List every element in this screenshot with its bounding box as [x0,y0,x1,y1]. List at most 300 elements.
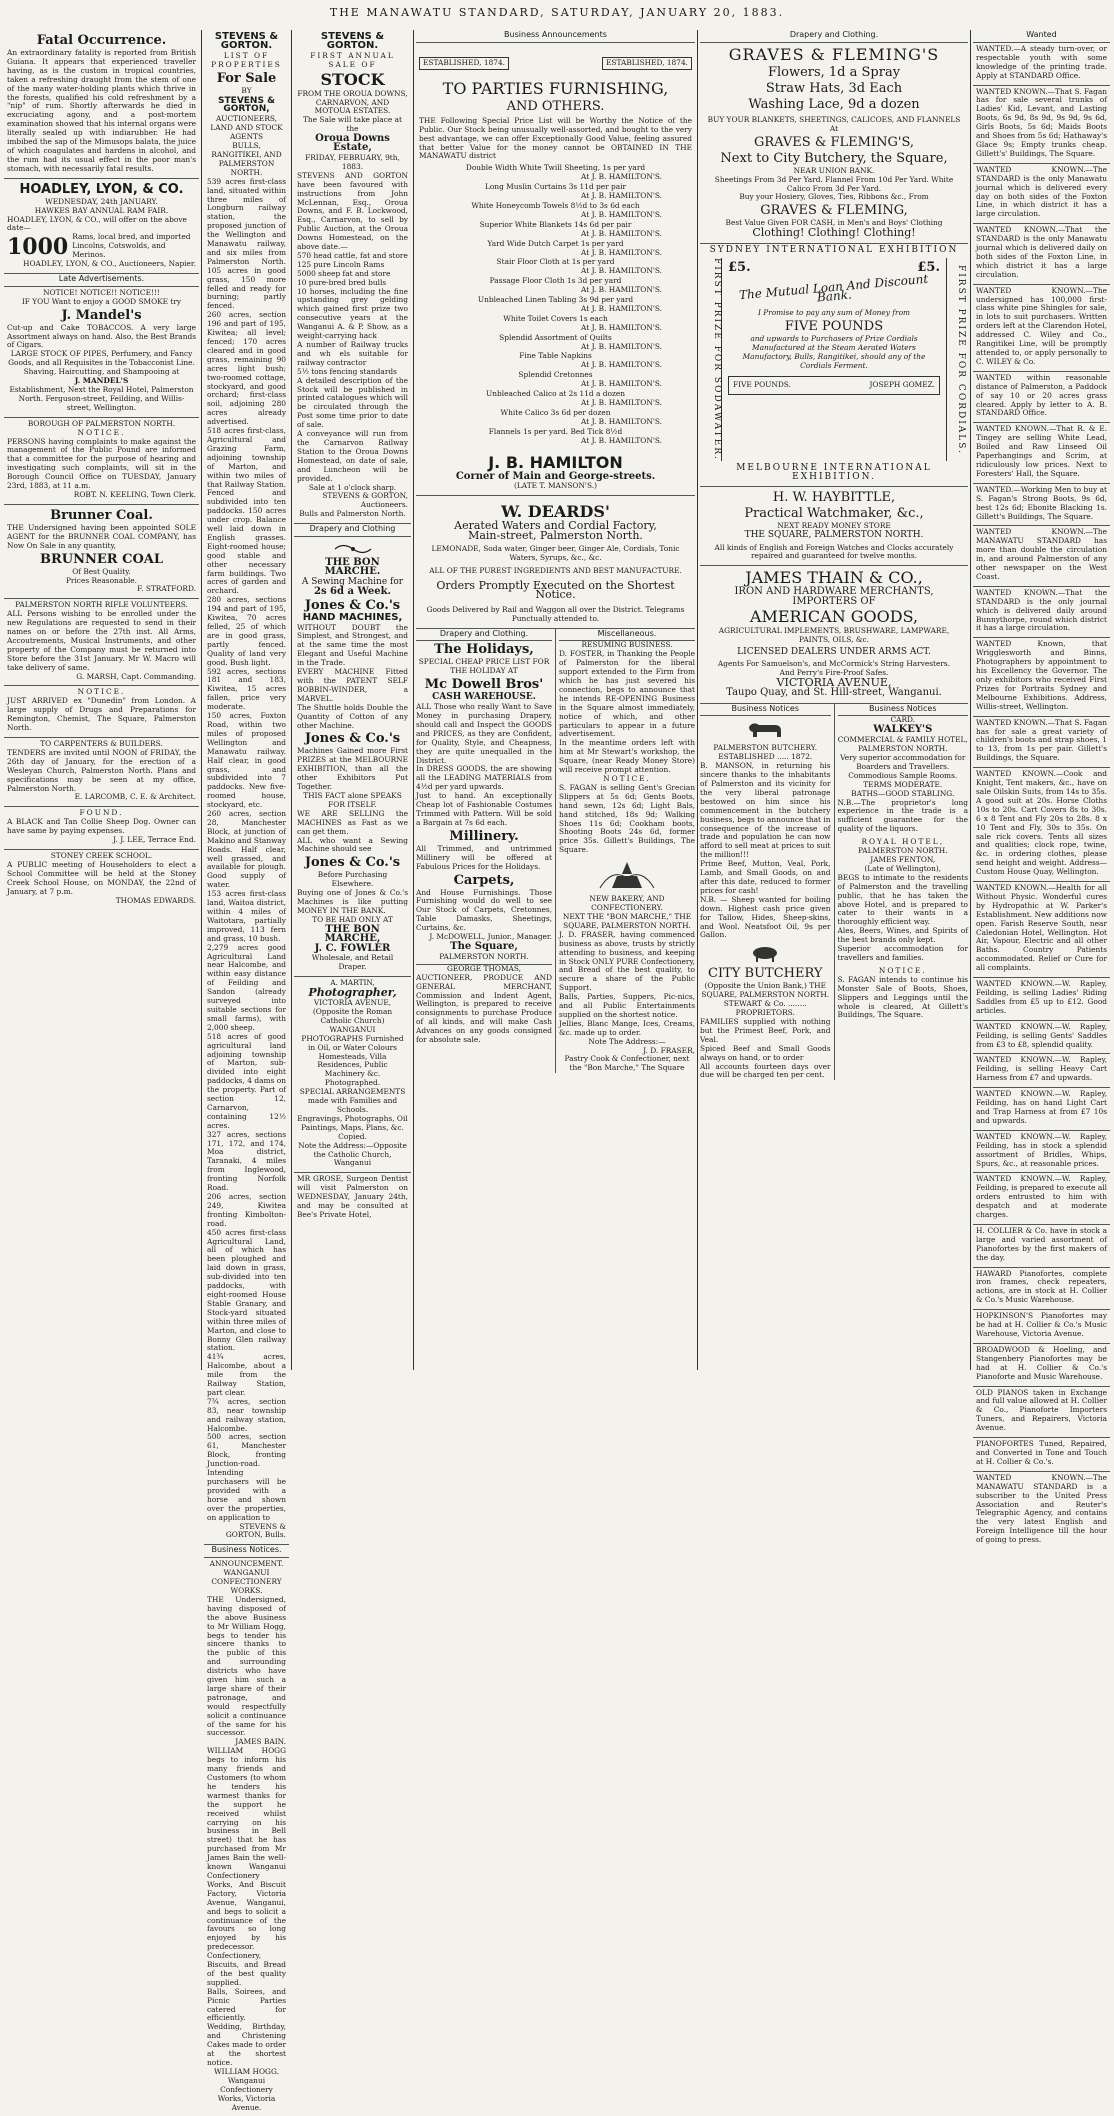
property-lot: 7¾ acres, section 83, near township and railway station, Halcombe. [207,1396,286,1433]
ad-vic: VICTORIA AVENUE, [313,998,392,1008]
ad-count: 1000 [7,233,69,260]
price-list-item [419,258,692,276]
property-lot: 450 acres first-class Agricultural Land, all of which has been ploughed and laid down in grass, sub-divided into ten paddocks, with eight-roomed House Stable Granary, and Stock-yard situated within three miles of Marton, and close to Bonny Glen railway station. [207,1227,286,1353]
hoadley-ad [4,179,199,274]
ad-city: CITY BUTCHERY [708,966,823,982]
ad-fagan: S. FAGAN intends to continue his Monster Sale of Boots, Shoes, Slippers and Leggings until the whole is cleared, At Gillett's Buildings, The Square. [837,974,968,1020]
ad-body: A BLACK and Tan Collie Sheep Dog. Owner can have same by paying expenses. [7,817,196,836]
ad-sign: J. J. LEE, Terrace End. [113,835,196,845]
ad-body: JUST ARRIVED ex "Dunedin" from London. A large supply of Drugs and Preparations for Remington, Chemist, The Square, Palmerston North. [7,696,196,733]
ad-melb: MELBOURNE INTERNATIONAL EXHIBITION. [736,462,932,482]
ad-title: TO CARPENTERS & BUILDERS. [40,739,163,748]
sub-column-right [555,629,695,1074]
ad-sign: J. McDOWELL, Junior., Manager. [429,932,552,942]
property-lot: 518 acres first-class, Agricultural and Grazing Farm, adjoining township of Marton, and within two miles of that Railway Station. Fenced and subdivided into ten paddocks. 150 acres under crop. Balance well laid down in English grasses. Eight-roomed house; good stable and other necessary farm buildings. Two acres of garden and orchard. [207,426,286,596]
side-right: FIRST PRIZE FOR CORDIALS. [946,258,965,461]
ad-list-title: LIST OF PROPERTIES [211,50,282,69]
ad-body: TENDERS are invited until NOON of FRIDAY, the 26th day of January, for the erection of a Wesleyan Church, Palmerston North. Plans and specifications may be seen at my office, Palmerston North. [7,747,196,793]
ad-square: The Square, [450,940,518,952]
stock-sale-ad [294,30,411,524]
ad-firm: STEVENS & GORTON. [320,31,385,51]
column-4 [416,30,695,1370]
ad-closing: Intending purchasers will be provided with a horse and shown over the properties, on application to [207,1468,286,1522]
ad-time: Sale at 1 o'clock sharp. [308,482,397,492]
masthead: THE MANAWATU STANDARD, SATURDAY, JANUARY 20, 1883. [329,6,785,19]
ad-thain: JAMES THAIN & CO., [745,568,923,588]
wanted-item: WANTED KNOWN.—The MANAWATU STANDARD has more than double the circulation in, and around Palmerston of any other newspaper on the West Coast. [973,526,1110,586]
ad-address: Note The Address:— [588,1036,666,1046]
ad-mcd: Mc Dowell Bros' [424,677,544,693]
ad-pastry: Pastry Cook & Confectioner, next the "Bon Marche," The Square [564,1054,690,1073]
article-body: An extraordinary fatality is reported from British Guiana. It appears that experienced traveller having, as is the custom in tropical countries, taken a refreshing draught from the stem of one of the many water-holding plants which thrive in the forests, qualified his cold refreshment by a "nip" of rum. Shortly afterwards he died in excruciating agony, and a post-mortem examination showed that his internal organs were literally sealed up with indiarubber. He had imbibed the sap of the Mimusops balata, the juice of which coagulates and hardens in alcohol, and the rum had its usual effect in the poor man's stomach, with necessarily fatal results. [7,48,196,173]
remington-notice [4,686,199,738]
ad-prizes: Machines Gained more First PRIZES at the MELBOURNE EXHIBITION, than all the other Exhibitors Put Together. [297,746,408,792]
stock-item: A number of Railway trucks and wh els suitable for railway contractor [297,340,408,367]
rifle-volunteers-notice [4,599,199,686]
ad-body-2: A detailed description of the Stock will be published in printed catalogues which will be circulated through the Post some time prior to date of sale. [297,375,408,430]
ad-watch: Practical Watchmaker, &c., [744,505,924,521]
ad-pn3: PALMERSTON NORTH. [857,846,948,856]
ad-notice: NOTICE. [603,774,651,783]
ad-body: MR GROSE, Surgeon Dentist will visit Palmerston on WEDNESDAY, January 24th, and may be consulted at Bee's Private Hotel, [297,1174,408,1219]
ad-title: PALMERSTON NORTH RIFLE VOLUNTEERS. [15,600,188,610]
ad-sewing: A Sewing Machine for [301,576,404,587]
ornament-icon [333,542,373,556]
price-list-item [419,164,692,182]
ad-pn2: PALMERSTON NORTH. [857,744,948,754]
column-2 [204,30,289,2112]
ad-prime: Prime Beef, Mutton, Veal, Pork, Lamb, and Small Goods, on and after this date, reduced to former prices for cash! [700,859,831,895]
ad-next: NEXT THE "BON MARCHE," THE SQUARE, PALMERSTON NORTH. [562,911,692,930]
ad-sign: G. MARSH, Capt. Commanding. [76,671,196,681]
ad-had: TO BE HAD ONLY AT [312,914,393,924]
ad-rams: Rams, local bred, and imported Lincolns, Cotswolds, and Merinos. [72,232,191,260]
ad-address: Wanganui Confectionery Works, Victoria Avenue. [217,2075,276,2112]
section-header: Wanted [973,30,1110,43]
price-list-item [419,371,692,389]
pound-right: £5. [917,260,940,276]
price-list-item [419,221,692,239]
column-6 [973,30,1110,1545]
ad-sign-2: WILLIAM HOGG. [214,2066,279,2076]
ad-jbh: J. B. HAMILTON [488,452,623,472]
ad-begs: BEGS to intimate to the residents of Palmerston and the travelling public, that he has taken the above Hotel, and is prepared to cater to their wants in a thoroughly efficient way. [837,872,968,927]
ad-nb2: N.B.—The proprietor's long experience in the trade is a sufficient guarantee for the quality of the liquors. [837,797,968,834]
ad-sup: Very superior accommodation for Boarders and Travellers. [840,753,966,771]
ad-fowler: J. C. FOWLER [314,942,391,954]
ad-opp: (Opposite the Roman Catholic Church) [312,1007,393,1025]
wanted-item: WANTED KNOWN.—W. Rapley, Feilding, is selling Ladies' Riding Saddles from £5 up to £12. Good articles. [973,978,1110,1021]
ad-place: The Sale will take place at the [302,115,403,134]
wanted-list [973,43,1110,1549]
ad-sheet: Sheetings From 3d Per Yard. Flannel From 10d Per Yard. White Calico From 3d Per Yard. [714,174,954,193]
ad-card: CARD. [890,715,916,725]
property-lot: 206 acres, section 249, Kiwitea fronting Kimbolton-road. [207,1192,286,1228]
ad-straw: Straw Hats, 3d Each [765,80,903,96]
ad-fenton: JAMES FENTON, [870,855,936,865]
ad-by: BY [241,85,252,95]
wanted-item: WANTED KNOWN.—W. Rapley, Feilding, is selling Heavy Cart Harness from £7 and upwards. [973,1054,1110,1088]
section-header: Miscellaneous. [559,629,695,642]
ad-body-2: WILLIAM HOGG begs to inform his many friends and Customers (to whom he tenders his warmest thanks for the support he received whilst carrying on his business in Bell street) that he has purchased from Mr James Bain the well-known Wanganui Confectionery Works, And Biscuit Factory, Victoria Avenue, Wanganui, and begs to solicit a continuance of the favours so long enjoyed by his predecessor. [207,1746,286,1952]
ad-bon: THE BON MARCHE. [324,557,381,577]
ad-pipes: LARGE STOCK OF PIPES, Perfumery, and Fancy Goods, and all Requisites in the Tobacconist Line. [8,349,195,368]
ad-estate: Oroua Downs Estate, [315,133,390,154]
ad-goods: Goods Delivered by Rail and Waggon all over the District. Telegrams Punctually attended to. [426,604,685,623]
ad-best: Best Value Given FOR CASH, in Men's and Boys' Clothing [725,218,943,228]
ad-cakes: Wedding, Birthday, and Christening Cakes made to order at the shortest notice. [207,2022,286,2067]
stock-item: 570 head cattle, fat and store [297,250,408,260]
price-item-text: Unbleached Linen Tabling 3s 9d per yard [477,295,634,305]
ad-sign: J. D. FRASER, [643,1045,695,1055]
ad-dress: In DRESS GOODS, the are showing all the LEADING MATERIALS from 4½d per yard upwards. [416,764,552,792]
wanted-item: WANTED KNOWN.—The undersigned has 100,000 first-class white pine Shingles for sale, in lots to suit purchasers. Written orders left at the Clarendon Hotel, addressed C. Wiley and Co., Rangitikei Line, will be promptly attended to, or apply personally to C. WILEY & Co. [973,285,1110,372]
graves-fleming-ad [700,43,968,244]
dentist-ad [294,1173,411,1224]
price-list-item [419,240,692,258]
ad-victoria: VICTORIA AVENUE, [776,675,892,689]
ad-body: Cut-up and Cake TOBACCOS. A very large Assortment always on hand. Also, the Best Brands of Cigars. [7,322,196,350]
ad-baths: BATHS—GOOD STABLING. [851,788,955,798]
ad-notice: NOTICE. [878,965,927,975]
ad-quality: Of Best Quality. [72,566,131,576]
wanted-item: WANTED Known, that Wrigglesworth and Binns, Photographers by appointment to his Excellency the Governor. The only exhibitors who received First Prizes for Portraits Sydney and Melbourne Exhibitions. Address, Willis-street, Wellington. [973,638,1110,716]
ad-shuttle: The Shuttle holds Double the Quantity of Cotton of any other Machine. [297,702,408,730]
price-item-text: Splendid Cretonnes [518,370,593,380]
column-1 [4,30,199,1370]
ad-buying: Buying one of Jones & Co.'s Machines is like putting MONEY IN THE BANK. [297,888,408,915]
price-item-text: Superior White Blankets 14s 6d per pair [479,219,632,229]
price-item-text: Splendid Assortment of Quilts [499,332,612,342]
ad-first-sale: FIRST ANNUAL SALE OF [310,50,395,69]
ad-safes: And Perry's Fire-Proof Safes. [779,667,889,677]
ad-title: Brunner Coal. [50,507,153,523]
wanted-item: WANTED within reasonable distance of Palmerston, a Paddock of say 10 or 20 acres grass cleared. Apply by letter to A. B. STANDARD Office. [973,372,1110,424]
fatal-occurrence-article [4,30,199,179]
price-item-hamilton: At J. B. HAMILTON'S. [581,322,662,332]
price-list-item [419,296,692,314]
wanted-item: WANTED KNOWN.—That S. Fagan has for sale several trunks of Ladies' Kid, Levant, and Lasting Boots, 6s 9d, 8s 9d, 9s 9d, 9s 6d, Girls Boots, 5s 6d; Maids Boots and Shoes from 5s 6d; Hathaway's Glace 9s; Empty trunks cheap. Gillett's' Buildings, The Square. [973,86,1110,164]
ad-body: PERSONS having complaints to make against the management of the Public Pound are informed that a committee for the purpose of hearing and investigating such complaints, will sit in the Borough Council Office on TUESDAY, January 23rd, 1883, at 11 a.m. [7,436,196,491]
thain-ad [700,566,968,703]
wanted-item: WANTED KNOWN.—The MANAWATU STANDARD is a subscriber to the United Press Association and Reuter's Telegraphic Agency, and contains the very latest English and Foreign Intelligence till the hour of going to press. [976,1472,1107,1545]
cordials-ad [700,244,968,487]
ad-sq: THE SQUARE, PALMERSTON NORTH. [744,529,924,540]
ad-special: SPECIAL ARRANGEMENTS made with Families and Schools. [299,1087,406,1114]
hamilton-ad [416,43,695,496]
ad-sydney: SYDNEY INTERNATIONAL EXHIBITION [709,245,959,256]
ad-firm: STEVENS & GORTON. [214,31,279,51]
ad-and: and upwards to Purchasers of Prize Cordials Manufactured at the Steam Aerated Waters Manufactory, Bulls, Rangitikei, should any of the Cordials Ferment. [742,333,926,370]
ad-next: Next to City Butchery, the Square, [720,150,948,166]
ad-main: Main-street, Palmerston North. [468,529,643,543]
deards-ad [416,496,695,628]
ad-manson: B. MANSON, in returning his sincere thanks to the inhabitants of Palmerston and its vicinity for the very liberal patronage bestowed on him since his commencement in the butchery business, begs to announce that in consequence of the increase of trade and population he can now afford to sell meat at prices to suit the million!!! [700,761,831,860]
ad-spiced: Spiced Beef and Small Goods always on hand, or to order [700,1043,831,1062]
ad-address: Establishment, Next the Royal Hotel, Palmerston North. Ferguson-street, Feilding, and Willis-street, Wellington. [9,385,194,412]
wanted-item: WANTED KNOWN.—Health for all Without Physic. Wonderful cures by Hydropathic at W. Parker's Establishment. New additions now open. Farish Reserve South, near Caledonian Hotel, Wellington. Hot Air, Vapour, Electric and all other Baths. Country Patients accommodated. Relief or Cure for all complaints. [973,882,1110,978]
split-columns [416,629,695,1074]
ad-sale: HAWKES BAY ANNUAL RAM FAIR. [34,205,169,215]
ad-eng: Engravings, Photographs, Oil Paintings, Maps, Plans, &c. Copied. [297,1113,408,1141]
ad-big: BRUNNER COAL [39,551,164,567]
ad-shave: Shaving, Haircutting, and Shampooing at [23,367,180,377]
sub-column-left [700,704,834,1081]
ad-prices: Prices Reasonable. [65,575,138,585]
section-header: Late Advertisements. [4,274,199,287]
ad-carpets: Carpets, [453,872,515,888]
section-header: Business Notices [838,704,969,717]
ad-thomas-body: AUCTIONEER, PRODUCE AND GENERAL MERCHANT, Commission and Indent Agent, Wellington, is prepared to receive consignments to purchase Produce of all kinds, and will make Cash Advances on any goods consigned for absolute sale. [416,972,552,1045]
ad-walkey: WALKEY'S [873,724,933,736]
ad-pn: PALMERSTON NORTH. [439,951,529,961]
sub-column-right [834,704,969,1081]
column-rule [970,30,971,1370]
ad-at: At [829,123,839,133]
ad-taupo: Taupo Quay, and St. Hill-street, Wanganui. [726,686,942,698]
property-lot: 592 acres, sections 181 and 183, Kiwitea, 15 acres fallen, price very moderate. [207,666,286,712]
ad-title: HOADLEY, LYON, & CO. [19,181,184,197]
property-lot: 539 acres first-class land, situated within three miles of Longburn railway station, the proposed junction of the Wellington and Manawatu railway, and six miles from Palmerston North. 105 acres in good grass, 150 more felled and ready for burning; partly fenced. [207,176,286,311]
ad-buy2: Buy your Hosiery, Gloves, Ties, Ribbons &c., From [739,192,929,202]
property-lot: 327 acres, sections 171, 172, and 174, Moa district, Taranaki, 4 miles from Inglewood, fronting Norfolk Road. [207,1129,286,1193]
ad-date: WEDNESDAY, 24th JANUARY. [45,196,158,206]
ad-want: ALL who want a Sewing Machine should see [297,835,408,854]
ad-sign: STEVENS & GORTON, Auctioneers. [322,491,408,510]
price-item-hamilton: At J. B. HAMILTON'S. [581,416,662,426]
stoney-creek-notice [4,850,199,909]
ad-body: A PUBLIC meeting of Householders to elect a School Committee will be held at the Stoney Creek School House, on MONDAY, the 22nd of January, at 7 p.m. [7,859,196,896]
ad-fam: FAMILIES supplied with nothing but the Primest Beef, Pork, and Veal. [700,1016,831,1044]
ad-lemonade: LEMONADE, Soda water, Ginger beer, Ginger Ale, Cordials, Tonic Waters, Syrups, &c., &c. [431,544,680,563]
ad-clothing: Clothing! Clothing! Clothing! [752,226,916,240]
column-5 [700,30,968,1370]
ad-parties: TO PARTIES FURNISHING, [442,78,669,98]
ad-homes: Homesteads, Villa Residences, Public Machinery &c. Photographed. [317,1051,388,1088]
ad-nb: N.B. — Sheep wanted for boiling down. Highest cash price given for Tallow, Hides, Sheep-skins, and Wool. Neatsfoot Oil, 9s per Gallon. [700,894,831,940]
column-rule [413,30,414,1370]
wanted-item: WANTED KNOWN.—The STANDARD is the only Manawatu journal which is delivered every day on both sides of the Foxton Line, in which district it has a large circulation. [973,164,1110,224]
bull-illustration-icon [745,719,785,741]
found-notice [4,807,199,850]
ad-body: ALL Those who really Want to Save Money in purchasing Drapery, should call and Inspect the GOODS and PRICES, as they are Confident, for Quality, Style, and Cheapness, they are quite unequalled in the District. [416,702,552,765]
section-header: Drapery and Clothing. [700,30,968,43]
price-item-hamilton: At J. B. HAMILTON'S. [581,247,662,257]
price-list-item [419,390,692,408]
confectionery-ad [204,1558,289,2116]
column-rule [697,30,698,1370]
ad-towns: Bulls and Palmerston North. [299,509,406,519]
price-item-text: Passage Floor Cloth 1s 3d per yard [489,276,622,286]
ad-body: ALL Persons wishing to be enrolled under the new Regulations are requested to send in their names on or before the 27th inst. All Arms, Accoutrements, Musical Instruments, and other property of the Company must be returned into Store before the 31st January. Mr W. Macro will take delivery of same. [7,609,196,672]
ad-title: STONEY CREEK SCHOOL. [50,850,153,860]
ad-cash: CASH WAREHOUSE. [432,692,536,703]
ad-date: FRIDAY, FEBRUARY, 9th, 1883. [305,152,400,171]
ad-gf2: GRAVES & FLEMING'S, [753,134,915,150]
ad-intro: THE Following Special Price List will be Worthy the Notice of the Public. Our Stock being unusually well-assorted, and bought to the very best advantage, we can offer Exceptionally Good Value, feeling assured that better Value for the money cannot be OBTAINED IN THE MANAWATU district [419,115,692,161]
ad-jones: Jones & Co.'s [304,597,401,613]
price-item-text: White Calico 3s 6d per dozen [500,407,611,417]
column-rule [201,30,202,1370]
ad-title: ANNOUNCEMENT. [209,1559,284,1569]
ad-firm-big: STEVENS & GORTON, [218,95,275,115]
ad-sign: HOADLEY, LYON, & CO., Auctioneers, Napier. [23,259,196,269]
ad-stewart: STEWART & Co. ........ PROPRIETORS. [723,999,807,1018]
ad-aerated: Aerated Waters and Cordial Factory, [454,519,657,533]
ad-sign: THOMAS EDWARDS. [115,895,196,905]
sig-left: FIVE POUNDS. [733,380,791,390]
borough-notice [4,418,199,505]
ad-mill-body: All Trimmed, and untrimmed Millinery will be offered at Fabulous Prices for the Holidays. [416,843,552,871]
ad-loan: The Mutual Loan And Discount Bank. [738,271,929,305]
carpenters-notice [4,738,199,807]
ad-others: AND OTHERS. [506,98,605,114]
stock-list [297,252,408,377]
ad-jellies: Jellies, Blanc Mange, Ices, Creams, &c. made up to order. [559,1018,695,1037]
ad-foster: D. FOSTER, in Thanking the People of Palmerston for the liberal support extended to the Firm from which he has just severed his connection, begs to announce that he intends RE-OPENING Business in the Square almost immediately, notice of which, and other particulars to appear in a future advertisement. [559,649,695,739]
property-lot: 150 acres, Foxton Road, within two miles of proposed Wellington and Manawatu railway. Half clear, in good grass, and subdivided into 7 paddocks. New five-roomed house, stockyard, etc. [207,711,286,810]
ad-bon-2: THE BON MARCHE, [324,923,381,944]
price-item-hamilton: At J. B. HAMILTON'S. [581,191,662,201]
ad-sign: F. STRATFORD. [137,584,196,594]
ad-body-3: A conveyance will run from the Carnarvon Railway Station to the Oroua Downs Homestead, on date of sale, and Luncheon will be provided. [297,429,408,483]
ad-title: NOTICE. [77,687,126,697]
ad-sign: JAMES BAIN. [235,1737,286,1747]
section-header: Business Announcements [416,30,695,43]
price-item-hamilton: At J. B. HAMILTON'S. [581,303,662,313]
ad-flowers: Flowers, 1d a Spray [767,64,901,80]
ad-corner: Corner of Main and George-streets. [455,470,656,482]
ad-body: HOADLEY, LYON, & CO., will offer on the above date— [7,214,187,233]
ad-late: (Late of Wellington), [864,863,942,873]
price-list-item [419,183,692,201]
ad-goods: Confectionery, Biscuits, and Bread of the best quality supplied. [207,1951,286,1987]
ad-sign: STEVENS & GORTON, Bulls. [225,1521,286,1540]
price-item-hamilton: At J. B. HAMILTON'S. [581,379,662,389]
ad-from: FROM THE OROUA DOWNS, CARNARVON, AND MOTOUA ESTATES. [297,88,408,116]
property-lot: 260 acres, section 28, Manchester Block, at junction of Makino and Stanway Roads. Half clear, well grassed, and available for plough. Good supply of water. [207,809,286,890]
haybittle-ad [700,487,968,567]
sig-right: JOSEPH GOMEZ. [869,380,935,390]
ad-fowler-sub: Wholesale, and Retail Draper. [311,953,394,972]
price-item-text: Flannels 1s per yard. Bed Tick 8½d [488,426,623,436]
property-lot: 500 acres, section 61, Manchester Block, fronting Junction-road. [207,1432,286,1469]
ad-for-sale: For Sale [216,70,277,86]
ad-comm: COMMERCIAL & FAMILY HOTEL, [837,735,968,745]
est-left: ESTABLISHED, 1874. [419,57,509,70]
section-header: Business Notices. [204,1545,289,1558]
ad-jones-3: Jones & Co.'s [304,855,401,871]
ad-promise: I Promise to pay any sum of Money from [757,307,911,317]
ad-royal: ROYAL HOTEL, [861,837,945,847]
price-item-text: White Toilet Covers 1s each [503,313,608,323]
wanted-item: BROADWOOD & Hoeling, and Stangenbery Pianofortes may be had at H. Collier & Co.'s Pianoforte and Music Warehouse. [973,1344,1110,1387]
stevens-gorton-properties-ad [204,30,289,1545]
wanted-item: WANTED KNOWN.—W. Rapley, Feilding, has on hand Light Cart and Trap Harness at from £7 10s and upwards. [973,1088,1110,1131]
ad-lic: LICENSED DEALERS UNDER ARMS ACT. [737,646,931,657]
ad-millinery: Millinery. [449,828,519,844]
price-item-text: Yard Wide Dutch Carpet 1s per yard [487,238,624,248]
price-list-item [419,428,692,446]
price-item-hamilton: At J. B. HAMILTON'S. [581,360,662,370]
split-columns [700,704,968,1081]
property-lot: 518 acres of good agricultural land adjoining township of Marton, sub-divided into eight paddocks, 4 dams on the property. Part of section 12, Carnarvon, containing 12½ acres. [207,1031,286,1130]
bon-marche-ad [294,537,411,977]
ad-body: THE Undersigned, having disposed of the above Business to Mr William Hogg, begs to tender his sincere thanks to the public of this and surrounding districts who have given him such a large share of their patronage, and would respectfully solicit a continuance of the same for his successor. [207,1594,286,1738]
notice-line: NOTICE! NOTICE!! NOTICE!!! [43,287,160,297]
ad-acc: All accounts fourteen days over due will be charged ten per cent. [700,1061,831,1080]
ad-body: PHOTOGRAPHS Furnished in Oil, or Water Colours [301,1033,404,1052]
wanted-item: WANTED KNOWN.—That the STANDARD is the only Manawatu journal which is delivered daily on both sides of the Foxton Line, in which district it has a large circulation. [973,224,1110,284]
stock-item: 10 horses, including the fine upstanding grey gelding which gained first prize two consecutive years at the Wanganui A. & P. Show, as a weight-carrying hack [297,286,408,341]
ad-opp: (Opposite the Union Bank,) THE SQUARE, PALMERSTON NORTH. [701,981,830,1000]
ad-gf3: GRAVES & FLEMING, [760,203,908,219]
wanted-item: WANTED KNOWN.—That the STANDARD is the only journal which is delivered daily around Bunnythorpe, round which district it has a large circulation. [973,587,1110,639]
price-list-item [419,202,692,220]
ad-title: BOROUGH OF PALMERSTON NORTH. [27,418,176,428]
ad-name: J. Mandel's [61,307,142,323]
ad-sign: J. MANDEL'S [74,376,129,386]
ad-intro: IF YOU Want to enjoy a GOOD SMOKE try [21,296,182,306]
ad-est: ESTABLISHED ..... 1872. [718,752,813,762]
property-list [207,178,286,1469]
ad-balls: Balls, Soirees, and Picnic Parties catered for efficiently. [207,1986,286,2023]
ad-photog: Photographer, [308,986,397,1000]
stock-item: 125 pure Lincoln Rams [297,259,385,269]
price-item-text: White Honeycomb Towels 8½d to 3s 6d each [471,200,640,210]
ad-buy: BUY YOUR BLANKETS, SHEETINGS, CALICOES, AND FLANNELS [707,114,961,124]
section-header: Drapery and Clothing. [416,629,552,642]
price-item-text: Long Muslin Curtains 3s 11d per pair [484,182,627,192]
ad-iron: IRON AND HARDWARE MERCHANTS, [734,586,934,598]
ad-late: (LATE T. MANSON'S.) [514,481,597,491]
wanted-item: H. COLLIER & Co. have in stock a large and varied assortment of Pianofortes by the first makers of the day. [973,1225,1110,1268]
ad-holidays: The Holidays, [434,642,534,658]
price-list [419,164,692,445]
ad-orders: Orders Promptly Executed on the Shortest Notice. [436,578,675,601]
wanted-item: WANTED KNOWN.—Cook and Knight, Tent makers, &c., have on sale Oilskin Suits, from 14s to 35s. A good suit at 20s. Horse Cloths 10s to 20s. Cart Covers 8s to 30s. 6 x 8 Tent and Fly 20s to 28s. 8 x 10 Tent and Fly, 30s to 35s. On sale rick covers. Tents all sizes and qualities; clock rope, twine, &c. in ordering clothes, please send height and weight. Address—Custom House Quay, Wellington. [973,768,1110,882]
ad-address: Note the Address:—Opposite the Catholic Church, Wanganui [298,1140,407,1168]
price-item-text: Double Width White Twill Sheeting, 1s per yard [465,163,646,173]
price-item-hamilton: At J. B. HAMILTON'S. [581,266,662,276]
ad-amer: AMERICAN GOODS, [749,607,919,627]
column-rule [291,30,292,1370]
ad-martin: A. MARTIN, [330,978,375,988]
property-lot: 2,279 acres good Agricultural Land near Halcombe, and within easy distance of Feilding and Sandon (already surveyed into suitable sections for small farms), with 2,000 sheep. [207,942,286,1032]
est-right: ESTABLISHED, 1874. [602,57,692,70]
property-lot: 260 acres, section 196 and part of 195, Kiwitea; all level; fenced; 170 acres cleared and in good grass, remaining 90 acres light bush; two-roomed cottage, stockyard, and good orchard; first-class soil, adjoining 280 acres already advertised. [207,310,286,427]
price-list-item [419,409,692,427]
ad-body: THE Undersigned having been appointed SOLE AGENT for the BRUNNER COAL COMPANY, has Now On Sale in any quantity, [7,522,196,550]
price-item-text: Fine Table Napkins [519,351,592,361]
property-lot: 41¾ acres, Halcombe, about a mile from the Railway Station, part clear. [207,1352,286,1397]
wanted-item: PIANOFORTES Tuned, Repaired, and Converted in Tone and Touch at H. Collier & Co.'s. [973,1438,1110,1472]
ad-selling: WE ARE SELLING the MACHINES as Fast as we can get them. [297,808,408,836]
wanted-item: WANTED KNOWN.—W. Rapley, Feilding, has in stock a splendid assortment of Bridles, Whips, Spurs, &c., at reasonable prices. [973,1131,1110,1174]
ad-costumes: Just to hand. An exceptionally Cheap lot of Fashionable Costumes Trimmed with Pattern. Will be sold a Bargain at 7s 6d each. [416,791,552,827]
price-list-item [419,315,692,333]
section-header: Drapery and Clothing [294,524,411,537]
wanted-item: WANTED KNOWN.—W. Rapley, Feilding, is selling Gents' Saddles from £3 to £8, splendid quality. [973,1021,1110,1055]
ad-foster-2: In the meantime orders left with him at Mr Stewart's workshop, the Square, (near Ready Money Store) will receive prompt attention. [559,738,695,775]
sub-column-left [416,629,555,1074]
wanted-item: WANTED KNOWN.—W. Rapley, Feilding, is prepared to execute all orders entrusted to him with despatch and at moderate charges. [973,1173,1110,1225]
ad-wang: WANGANUI [329,1024,376,1034]
price-list-item [419,334,692,352]
price-item-hamilton: At J. B. HAMILTON'S. [581,209,662,219]
ad-imp: IMPORTERS OF [792,596,876,608]
price-item-hamilton: At J. B. HAMILTON'S. [581,341,662,351]
